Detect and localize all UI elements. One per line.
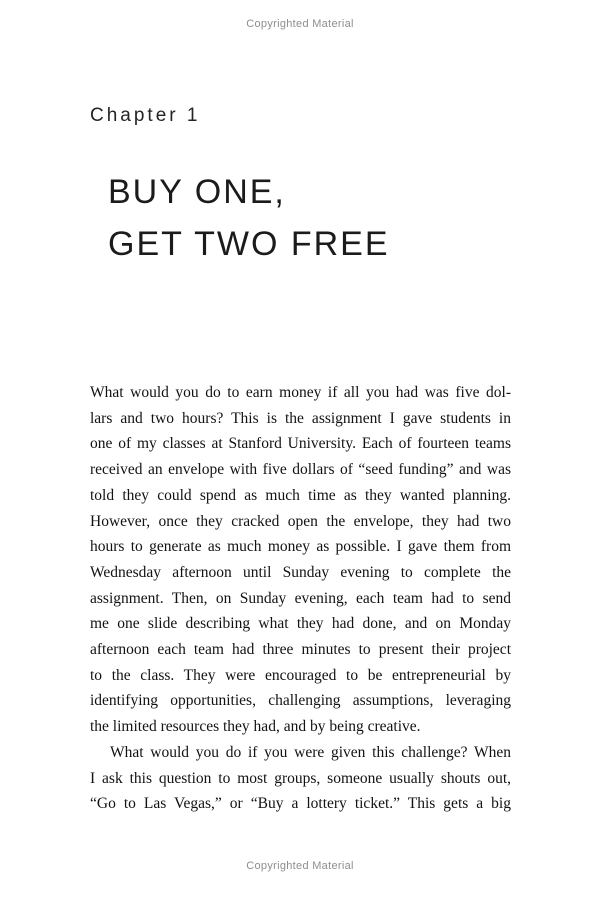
text-line: What would you do to earn money if all you had was five dol-	[90, 384, 511, 401]
chapter-title-line-2: GET TWO FREE	[108, 225, 390, 263]
text-line: assignment. Then, on Sunday evening, each team had to send	[90, 589, 511, 607]
text-line: told they could spend as much time as they wanted planning.	[90, 486, 511, 504]
chapter-title-line-1: BUY ONE,	[108, 173, 286, 211]
chapter-label: Chapter 1	[90, 105, 201, 126]
text-line: Wednesday afternoon until Sunday evening to complete the	[90, 563, 511, 581]
copyright-notice-bottom: Copyrighted Material	[246, 860, 354, 872]
text-line: However, once they cracked open the envelope, they had two	[90, 512, 511, 530]
text-line: hours to generate as much money as possible. I gave them from	[90, 538, 511, 556]
text-line: one of my classes at Stanford University. Each of fourteen teams	[90, 435, 511, 453]
text-line: afternoon each team had three minutes to present their project	[90, 641, 511, 659]
text-line: What would you do if you were given this challenge? When	[110, 743, 511, 761]
text-line: I ask this question to most groups, someone usually shouts out,	[90, 769, 511, 787]
text-line: lars and two hours? This is the assignment I gave students in	[90, 409, 511, 427]
text-line: the limited resources they had, and by being creative.	[90, 718, 421, 736]
text-line: me one slide describing what they had done, and on Monday	[90, 615, 511, 633]
text-line: identifying opportunities, challenging assumptions, leveraging	[90, 692, 511, 710]
text-line: “Go to Las Vegas,” or “Buy a lottery ticket.” This gets a big	[90, 795, 511, 813]
copyright-notice-top: Copyrighted Material	[246, 18, 354, 30]
body-text	[90, 380, 511, 817]
text-line: received an envelope with five dollars of “seed funding” and was	[90, 461, 511, 479]
text-line: to the class. They were encouraged to be entrepreneurial by	[90, 666, 511, 684]
chapter-title	[108, 166, 390, 270]
